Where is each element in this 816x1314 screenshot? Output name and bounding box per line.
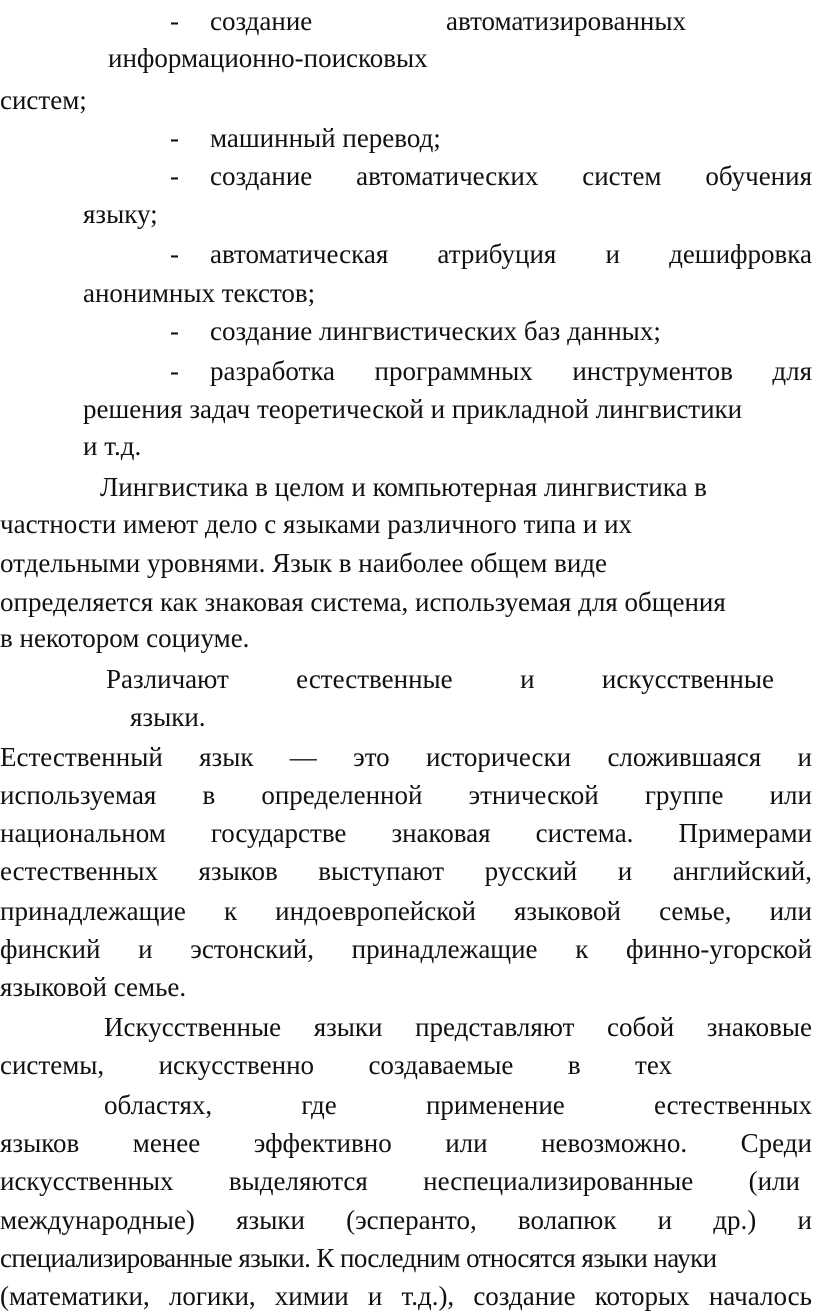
- word: создание: [210, 161, 313, 191]
- word: автоматизированных: [446, 6, 686, 36]
- list-item-line: [210, 241, 812, 268]
- paragraph-line: [0, 1207, 812, 1234]
- word: обучения: [705, 161, 812, 191]
- paragraph-line: [0, 744, 812, 771]
- word: Примерами: [678, 818, 812, 848]
- word: для: [772, 356, 812, 386]
- list-item-line: [210, 358, 812, 385]
- word: —: [289, 742, 317, 772]
- word: выделяются: [228, 1166, 368, 1196]
- word: принадлежащие: [0, 896, 186, 926]
- word: к: [223, 896, 238, 926]
- list-dash: -: [170, 6, 179, 36]
- word: невозможно.: [541, 1128, 688, 1158]
- word: автоматических: [356, 161, 539, 191]
- word: государстве: [210, 818, 347, 848]
- word: собой: [606, 1012, 675, 1042]
- word: естественных: [0, 856, 158, 886]
- list-item-line: решения задач теоретической и прикладной лингвистики: [83, 394, 743, 424]
- word: в: [202, 780, 216, 810]
- word: эстонский,: [190, 934, 314, 964]
- word: Искусственные: [104, 1012, 282, 1042]
- word: естественные: [296, 664, 453, 694]
- word: создание: [210, 6, 313, 36]
- paragraph-line: [0, 782, 812, 809]
- word: языки: [236, 1205, 305, 1235]
- word: систем: [582, 161, 662, 191]
- list-dash: -: [170, 123, 179, 153]
- word: атрибуция: [437, 239, 557, 269]
- word: принадлежащие: [351, 934, 538, 964]
- word: которых: [594, 1281, 690, 1311]
- paragraph-line: [0, 858, 812, 885]
- word: и: [520, 664, 535, 694]
- word: областях,: [104, 1090, 213, 1120]
- paragraph-line: языки.: [130, 702, 206, 732]
- word: искусственные: [601, 664, 774, 694]
- word: системы,: [0, 1050, 105, 1080]
- word: или: [769, 896, 812, 926]
- paragraph-line: Лингвистика в целом и компьютерная лингвистика в: [100, 472, 707, 502]
- word: этнической: [468, 780, 599, 810]
- word: язык: [199, 742, 254, 772]
- paragraph-line: специализированные языки. К последним относятся языки науки: [0, 1243, 717, 1273]
- word: логики,: [168, 1281, 256, 1311]
- word: к: [575, 934, 589, 964]
- word: тех: [635, 1050, 672, 1080]
- word: и: [797, 1205, 812, 1235]
- paragraph-line: частности имеют дело с языками различного типа и их: [0, 509, 633, 539]
- paragraph-line: [0, 1283, 812, 1310]
- word: неспециализированные: [423, 1166, 694, 1196]
- list-item-line: [210, 8, 686, 35]
- list-item-line: [210, 163, 812, 190]
- word: искусственно: [158, 1050, 315, 1080]
- word: Среди: [740, 1128, 812, 1158]
- word: знаковые: [706, 1012, 812, 1042]
- paragraph-line: [0, 1130, 812, 1157]
- word: языков: [0, 1128, 80, 1158]
- word: семье,: [659, 896, 732, 926]
- paragraph-line: [0, 936, 812, 963]
- word: применение: [425, 1090, 565, 1120]
- word: естественных: [653, 1090, 812, 1120]
- word: определенной: [261, 780, 423, 810]
- list-item-line: языку;: [83, 199, 158, 229]
- word: это: [353, 742, 390, 772]
- list-dash: -: [170, 316, 179, 346]
- word: международные): [0, 1205, 195, 1235]
- word: программных: [374, 356, 533, 386]
- list-dash: -: [170, 356, 179, 386]
- paragraph-line: [106, 666, 774, 693]
- word: началось: [708, 1281, 812, 1311]
- word: выступают: [318, 856, 445, 886]
- word: в: [567, 1050, 581, 1080]
- paragraph-line: [104, 1014, 812, 1041]
- word: сложившаяся: [607, 742, 762, 772]
- list-item-line: анонимных текстов;: [83, 278, 316, 308]
- word: русский: [484, 856, 578, 886]
- word: (эсперанто,: [346, 1205, 477, 1235]
- word: создание: [473, 1281, 576, 1311]
- word: разработка: [210, 356, 336, 386]
- list-dash: -: [170, 161, 179, 191]
- word: группе: [644, 780, 724, 810]
- word: система.: [535, 818, 634, 848]
- word: и: [797, 742, 812, 772]
- list-dash: -: [170, 239, 179, 269]
- word: или: [445, 1128, 488, 1158]
- list-item-line: систем;: [0, 85, 87, 115]
- word: химии: [274, 1281, 349, 1311]
- word: дешифровка: [669, 239, 812, 269]
- paragraph-line: определяется как знаковая система, используемая для общения: [0, 587, 726, 617]
- word: языки: [313, 1012, 383, 1042]
- word: индоевропейской: [275, 896, 476, 926]
- word: менее: [132, 1128, 201, 1158]
- word: и: [138, 934, 153, 964]
- paragraph-line: отдельными уровнями. Язык в наиболее общем виде: [0, 548, 608, 578]
- word: английский,: [672, 856, 812, 886]
- word: т.д.),: [401, 1281, 455, 1311]
- word: волапюк: [517, 1205, 617, 1235]
- paragraph-line: [0, 1168, 800, 1195]
- word: представляют: [415, 1012, 575, 1042]
- list-item-line: и т.д.: [83, 431, 142, 461]
- word: др.): [713, 1205, 757, 1235]
- word: Различают: [106, 664, 229, 694]
- paragraph-line: [0, 820, 812, 847]
- word: исторически: [425, 742, 572, 772]
- paragraph-line: языковой семье.: [0, 972, 187, 1002]
- list-item-line: машинный перевод;: [210, 123, 441, 153]
- word: искусственных: [0, 1166, 174, 1196]
- paragraph-line: [0, 1052, 672, 1079]
- word: знаковая: [391, 818, 491, 848]
- word: автоматическая: [210, 239, 389, 269]
- word: национальном: [0, 818, 166, 848]
- word: эффективно: [253, 1128, 392, 1158]
- word: и: [367, 1281, 383, 1311]
- word: финно-угорской: [626, 934, 812, 964]
- word: или: [769, 780, 812, 810]
- list-item-line: информационно-поисковых: [108, 43, 428, 73]
- word: используемая: [0, 780, 157, 810]
- word: где: [301, 1090, 337, 1120]
- paragraph-line: в некотором социуме.: [0, 623, 250, 653]
- paragraph-line: [104, 1092, 812, 1119]
- word: языков: [198, 856, 278, 886]
- word: создаваемые: [368, 1050, 514, 1080]
- word: языковой: [514, 896, 622, 926]
- word: и: [605, 239, 620, 269]
- list-item-line: создание лингвистических баз данных;: [210, 316, 661, 346]
- word: финский: [0, 934, 101, 964]
- word: и: [617, 856, 633, 886]
- word: (или: [748, 1166, 800, 1196]
- word: Естественный: [0, 742, 163, 772]
- word: и: [657, 1205, 673, 1235]
- word: (математики,: [0, 1281, 150, 1311]
- paragraph-line: [0, 898, 812, 925]
- word: инструментов: [572, 356, 733, 386]
